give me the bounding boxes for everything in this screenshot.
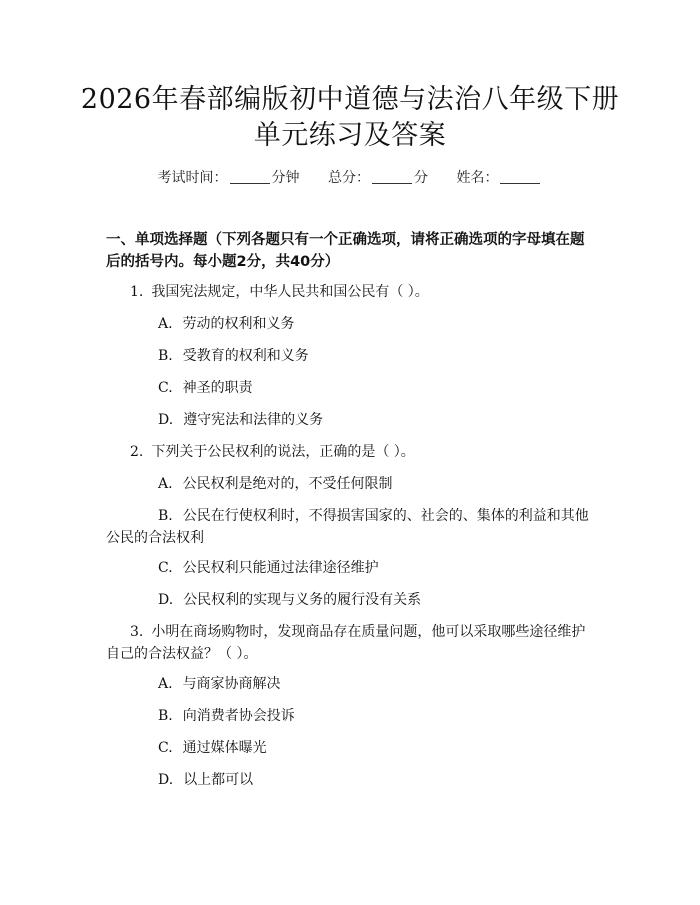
option-2b [106, 505, 596, 549]
option-3b [106, 705, 596, 727]
question-text: 我国宪法规定，中华人民共和国公民有（ ）。 [151, 284, 429, 300]
option-text: 以上都可以 [183, 772, 254, 788]
question-2 [106, 441, 596, 463]
student-name-field [456, 168, 542, 188]
option-letter: A. [158, 316, 173, 332]
option-text: 向消费者协会投诉 [182, 708, 295, 724]
total-score-field [328, 168, 428, 188]
option-letter: C. [158, 560, 173, 576]
option-letter: A. [158, 476, 173, 492]
option-letter: C. [158, 740, 173, 756]
exam-time-blank [230, 169, 270, 184]
option-3c [106, 737, 596, 759]
option-text: 公民在行使权利时，不得损害国家的、社会的、集体的利益和其他公民的合法权利 [106, 508, 589, 546]
option-letter: D. [158, 592, 174, 608]
option-1b [106, 345, 596, 367]
total-score-unit: 分 [414, 170, 428, 186]
question-number: 3. [130, 624, 144, 640]
total-score-label: 总分： [328, 170, 370, 186]
exam-meta-row [0, 168, 700, 188]
question-number: 2. [130, 444, 144, 460]
option-text: 遵守宪法和法律的义务 [183, 412, 324, 428]
question-3 [106, 621, 596, 665]
total-score-blank [372, 169, 412, 184]
option-letter: B. [158, 348, 173, 364]
option-text: 受教育的权利和义务 [182, 348, 309, 364]
exam-time-unit: 分钟 [271, 170, 300, 186]
question-text: 小明在商场购物时，发现商品存在质量问题，他可以采取哪些途径维护自己的合法权益？（ ）。 [106, 624, 586, 662]
document-title-line1: 2026年春部编版初中道德与法治八年级下册 [80, 84, 620, 115]
option-text: 公民权利只能通过法律途径维护 [182, 560, 379, 576]
option-2c [106, 557, 596, 579]
question-1 [106, 281, 596, 303]
exam-time-label: 考试时间： [157, 170, 228, 186]
option-text: 公民权利是绝对的，不受任何限制 [182, 476, 393, 492]
option-text: 劳动的权利和义务 [182, 316, 295, 332]
option-letter: B. [158, 508, 173, 524]
option-3a [106, 673, 596, 695]
option-text: 公民权利的实现与义务的履行没有关系 [183, 592, 422, 608]
option-text: 通过媒体曝光 [182, 740, 267, 756]
option-3d [106, 769, 596, 791]
option-2a [106, 473, 596, 495]
exam-time-field [158, 168, 300, 188]
option-1c [106, 377, 596, 399]
student-name-label: 姓名： [456, 170, 499, 186]
option-1d [106, 409, 596, 431]
option-text: 与商家协商解决 [182, 676, 281, 692]
section-heading: 一、单项选择题（下列各题只有一个正确选项，请将正确选项的字母填在题后的括号内。每小题2分，共40分） [106, 232, 585, 270]
option-letter: B. [158, 708, 173, 724]
question-text: 下列关于公民权利的说法，正确的是（ ）。 [151, 444, 415, 460]
question-number: 1. [130, 284, 144, 300]
student-name-blank [500, 169, 540, 184]
option-letter: A. [158, 676, 173, 692]
option-2d [106, 589, 596, 611]
option-text: 神圣的职责 [182, 380, 253, 396]
document-title-line2: 单元练习及答案 [253, 120, 447, 151]
option-letter: D. [158, 412, 174, 428]
option-letter: C. [158, 380, 173, 396]
option-letter: D. [158, 772, 174, 788]
option-1a [106, 313, 596, 335]
